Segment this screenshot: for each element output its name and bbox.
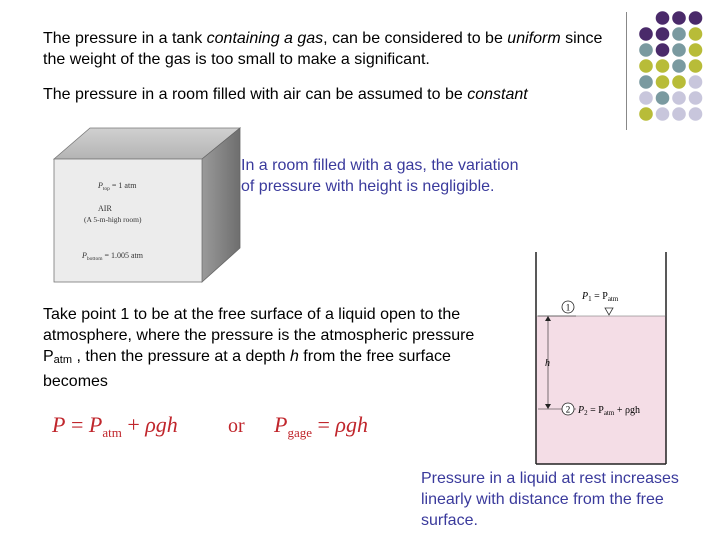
room-desc-label: (A 5-m-high room) [84,215,142,224]
decorative-dot [672,107,686,121]
decorative-dot [689,27,703,41]
decorative-dot [656,75,670,89]
depth-h-label: h [545,358,550,369]
liquid-caption: Pressure in a liquid at rest increases linearly with distance from the free surface. [421,470,679,529]
decorative-dot [656,11,670,25]
free-surface-marker [605,308,613,315]
decorative-dot [672,27,686,41]
p2-italic-constant: constant [467,86,528,103]
decorative-dot [689,75,703,89]
decorative-dot [639,107,653,121]
air-label: AIR [98,204,112,213]
p3-text-a: Take point 1 to be at the free surface of a liquid open to the atmosphere, where the pressure is the atmospheric pressure P [43,306,475,365]
p3-italic-h: h [289,348,299,365]
p3-atm-subscript: atm [53,354,73,366]
decorative-dot [656,43,670,57]
liquid-tank-figure [530,252,678,467]
decorative-dot [672,91,686,105]
point-1-label: 1 [565,302,571,313]
room-caption: In a room filled with a gas, the variation of pressure with height is negligible. [241,157,519,195]
p3-text-b: , then the pressure at a depth [72,348,290,365]
decorative-dot [689,43,703,57]
decorative-dot [689,91,703,105]
paragraph-liquid-pressure [43,304,503,392]
p-bottom-label: $P_{bottom} = 1.005$ atm [82,251,143,262]
p-top-label: $P_{top} = 1$ atm [98,181,137,192]
decorative-dot [672,75,686,89]
p1-text-e: since the weight of the gas is too small to make a significant. [43,30,603,68]
liquid-body [536,316,666,464]
point-2-label: 2 [565,404,571,415]
p1-text-c: , can be considered to be [323,30,508,47]
decorative-dot-grid [638,10,718,130]
paragraph-constant-pressure [43,84,613,105]
decorative-dot [656,27,670,41]
p1-italic-uniform: uniform [507,30,561,47]
p1-italic-gas: containing a gas [206,30,324,47]
formula-or: or [228,415,245,437]
p2-equation: $P_2 = P_{atm} + \rho gh$ [578,405,640,417]
formula-text: $P = P_{atm} + \rho gh$ [52,412,178,440]
decorative-dot [656,59,670,73]
p1-text-a: The pressure in a tank [43,30,207,47]
decorative-dot [656,107,670,121]
decorative-dot [689,107,703,121]
decorative-dot [639,43,653,57]
decorative-dot [656,91,670,105]
decorative-dot [639,27,653,41]
room-cube-figure [52,126,242,284]
decorative-dot [672,43,686,57]
divider-line [626,12,627,130]
decorative-dot [639,91,653,105]
decorative-dot [689,59,703,73]
paragraph-uniform-pressure [43,28,613,70]
decorative-dot [672,59,686,73]
decorative-dot [639,59,653,73]
pressure-formula [50,408,410,444]
decorative-dot [689,11,703,25]
p1-equation: $P_1 = P_{atm}$ [582,291,619,303]
decorative-dot [672,11,686,25]
formula-gage-text: $P_{gage} = \rho gh$ [274,412,368,440]
p2-text-a: The pressure in a room filled with air can be assumed to be [43,86,468,103]
p3-text-c: from the free surface becomes [43,348,451,390]
decorative-dot [639,75,653,89]
